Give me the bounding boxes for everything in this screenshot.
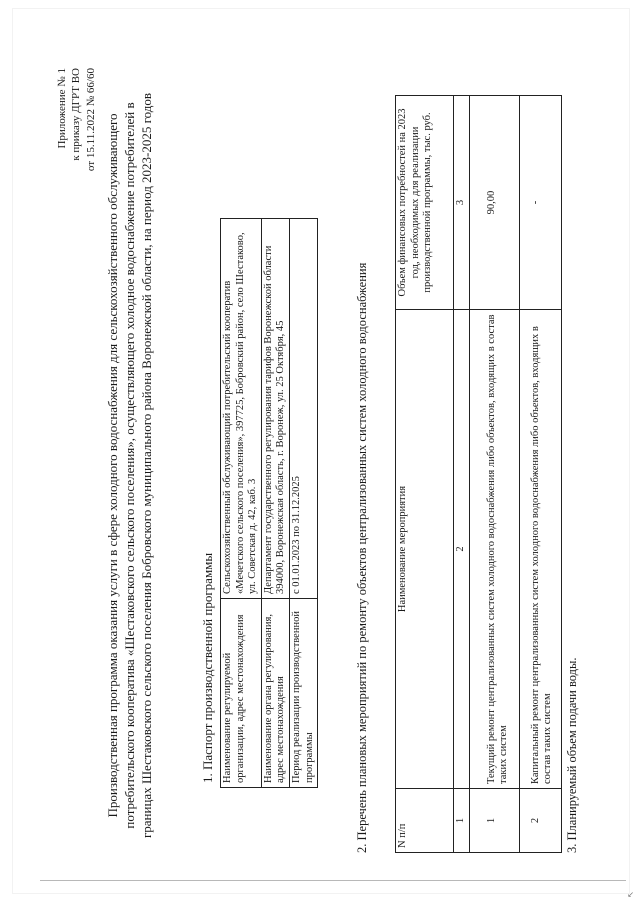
passport-table <box>220 218 318 788</box>
table-row <box>469 96 519 853</box>
measure-name: Текущий ремонт централизованных систем холодного водоснабжения либо объектов, входящих в состав таких систем <box>469 310 519 789</box>
index-cell: 1 <box>454 789 470 853</box>
header-name: Наименование мероприятия <box>396 310 454 789</box>
rotated-page-content <box>25 38 615 893</box>
document-title: Производственная программа оказания услуги в сфере холодного водоснабжения для сельскохозяйственного обслуживающего потребительского кооператива «Шестаковского сельского поселения», осуществляющего холодное водоснабжение потребителей в границах Шестаковского сельского поселения Бобровского муниципального района Воронежской области, на период 2023-2025 годов <box>105 92 154 839</box>
order-line-to-order: к приказу ДГРТ ВО <box>70 68 83 161</box>
scan-mark: ↙ <box>627 890 634 899</box>
index-cell: 2 <box>454 310 470 789</box>
measure-num: 2 <box>519 789 561 853</box>
measure-amount: - <box>519 96 561 310</box>
measure-name: Капитальный ремонт централизованных систем холодного водоснабжения либо объектов, входящих в состав таких систем <box>519 310 561 789</box>
table-row <box>221 219 262 788</box>
order-line-date: от 15.11.2022 № 66/60 <box>84 68 97 172</box>
measures-table <box>395 95 562 853</box>
section-1-heading: 1. Паспорт производственной программы <box>200 552 215 783</box>
order-reference <box>55 68 98 171</box>
table-row <box>289 219 317 788</box>
measure-num: 1 <box>469 789 519 853</box>
order-line-appendix: Приложение № 1 <box>56 68 68 149</box>
table-header-row <box>396 96 454 853</box>
passport-value: Департамент государственного регулирования тарифов Воронежской области 394000, Воронежская область, г. Воронеж, ул. 25 Октября, 45 <box>261 219 289 599</box>
passport-value: Сельскохозяйственный обслуживающий потребительский кооператив «Мечетского сельского поселения», 397725, Бобровский район, село Шестаково, ул. Советская д. 42, каб. 3 <box>221 219 262 599</box>
passport-label: Период реализации производственной программы <box>289 599 317 788</box>
passport-value: с 01.01.2023 по 31.12.2025 <box>289 219 317 599</box>
table-index-row <box>454 96 470 853</box>
table-row <box>261 219 289 788</box>
passport-label: Наименование органа регулирования, адрес местонахождения <box>261 599 289 788</box>
section-2-heading: 2. Перечень плановых мероприятий по ремонту объектов централизованных систем холодного водоснабжения <box>355 262 369 853</box>
section-3-heading: 3. Планируемый объем подачи воды. <box>565 657 579 853</box>
table-row <box>519 96 561 853</box>
header-amount: Объем финансовых потребностей на 2023 год, необходимых для реализации производственной программы, тыс. руб. <box>396 96 454 310</box>
passport-label: Наименование регулируемой организации, адрес местонахождения <box>221 599 262 788</box>
index-cell: 3 <box>454 96 470 310</box>
header-num: N п/п <box>396 789 454 853</box>
measure-amount: 90,00 <box>469 96 519 310</box>
